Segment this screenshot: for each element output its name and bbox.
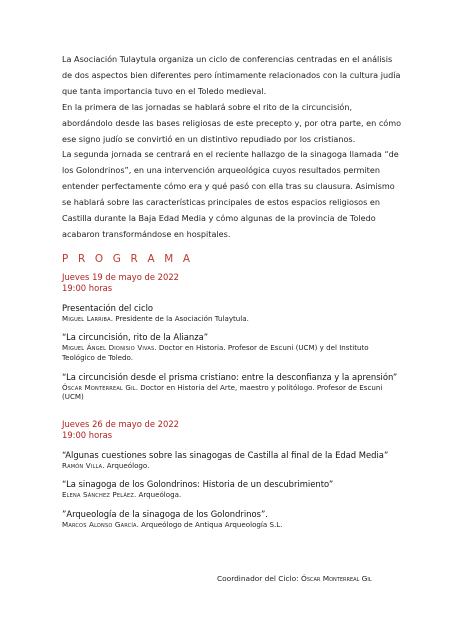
day-date: Jueves 26 de mayo de 2022 (62, 418, 179, 429)
day-time: 19:00 horas (62, 429, 113, 440)
speaker-name: Elena Sánchez Peláez (62, 490, 134, 500)
talk-title: “La circuncisión desde el prisma cristiano: entre la desconfianza y la aprensión” (62, 371, 398, 382)
talk-item (62, 509, 402, 530)
speaker-description: . Doctor en Historia del Arte, maestro y politólogo. Profesor de Escuni (UCM) (62, 382, 383, 402)
intro-paragraph-2: En la primera de las jornadas se hablará sobre el rito de la circuncisión, abordándolo desde las bases religiosas de este precepto y, por otra parte, en cómo ese signo judío se convirtió en un distintivo repudiado por los cristianos. (62, 101, 402, 144)
day-block-2 (62, 419, 402, 530)
speaker-line (62, 461, 402, 471)
talk-item (62, 479, 402, 500)
speaker-line (62, 490, 402, 500)
speaker-line (62, 520, 402, 530)
talk-title: “Algunas cuestiones sobre las sinagogas de Castilla al final de la Edad Media” (62, 449, 389, 460)
speaker-name: Óscar Monterreal Gil (62, 382, 136, 392)
intro-paragraph-1: La Asociación Tulaytula organiza un ciclo de conferencias centradas en el análisis de dos aspectos bien diferentes pero íntimamente relacionados con la cultura judía que tanta importancia tuvo en el Toledo medieval. (62, 54, 401, 96)
coordinator-line (217, 574, 372, 583)
talk-item (62, 332, 402, 362)
talk-item (62, 303, 402, 324)
speaker-line (62, 314, 402, 324)
speaker-description: . Arqueóloga. (133, 490, 182, 500)
speaker-name: Ramón Villa (62, 460, 103, 470)
day-time: 19:00 horas (62, 282, 113, 293)
talk-title: Presentación del ciclo (62, 302, 154, 313)
speaker-name: Miguel Larriba (62, 313, 111, 323)
talk-title: ”Arqueología de la sinagoga de los Golondrinos”. (62, 509, 268, 520)
coordinator-name: Óscar Monterreal Gil (301, 574, 372, 583)
talk-title: “La circuncisión, rito de la Alianza” (62, 332, 209, 343)
talk-item (62, 450, 402, 471)
talk-item (62, 372, 402, 402)
speaker-name: Marcos Alonso García (62, 520, 137, 530)
document-page (62, 52, 402, 530)
day-block-1 (62, 272, 402, 402)
speaker-line (62, 383, 402, 402)
day-date: Jueves 19 de mayo de 2022 (62, 271, 179, 282)
speaker-name: Miguel Ángel Dionisio Vivas (62, 343, 155, 353)
speaker-description: . Arqueólogo de Antiqua Arqueología S.L. (136, 520, 283, 530)
talk-title: “La sinagoga de los Golondrinos: Historia de un descubrimiento” (62, 479, 334, 490)
speaker-description: . Arqueólogo. (102, 460, 150, 470)
intro-paragraph-3: La segunda jornada se centrará en el reciente hallazgo de la sinagoga llamada “de los Golondrinos”, en una intervención arqueológica cuyos resultados permiten entender perfectamente cómo era y qué pasó con ella tras su clausura. Asimismo se hablará sobre las características principales de estos espacios religiosos en Castilla durante la Baja Edad Media y cómo algunas de la provincia de Toledo acabaron transformándose en hospitales. (62, 149, 399, 239)
intro-text (62, 52, 402, 243)
coordinator-label: Coordinador del Ciclo: (217, 574, 302, 583)
speaker-description: . Doctor en Historia. Profesor de Escuni (UCM) y del Instituto Teológico de Toledo. (62, 343, 369, 363)
programa-heading: P R O G R A M A (62, 252, 194, 265)
speaker-description: . Presidente de la Asociación Tulaytula. (110, 313, 249, 323)
speaker-line (62, 343, 402, 362)
